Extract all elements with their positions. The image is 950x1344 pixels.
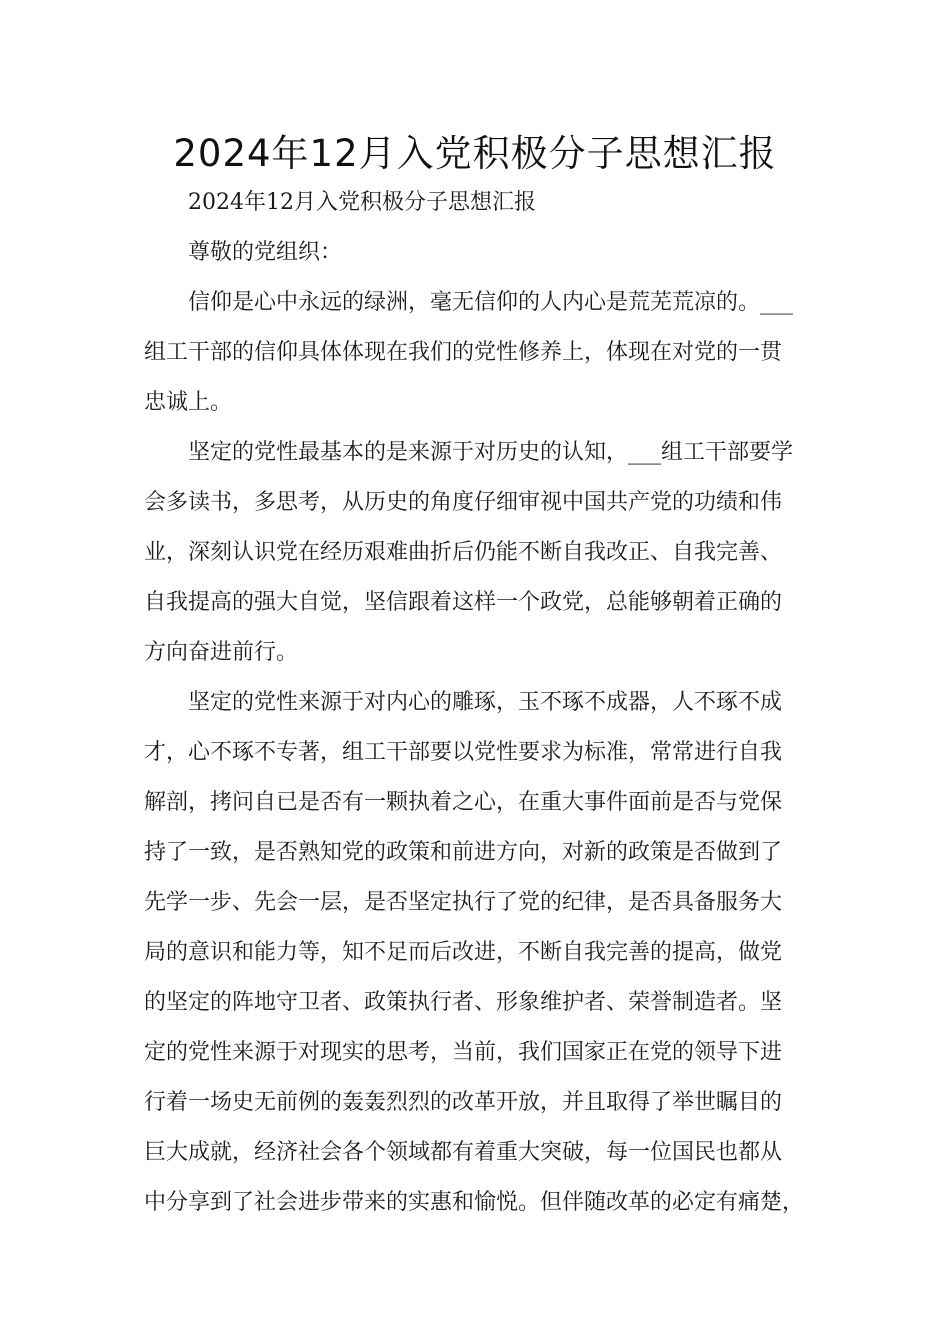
paragraph-line: 会多读书，多思考，从历史的角度仔细审视中国共产党的功绩和伟 bbox=[144, 490, 783, 515]
document-body bbox=[144, 178, 812, 1228]
paragraph-line: 自我提高的强大自觉，坚信跟着这样一个政党，总能够朝着正确的 bbox=[144, 590, 783, 615]
paragraph-line: 业，深刻认识党在经历艰难曲折后仍能不断自我改正、自我完善、 bbox=[144, 540, 783, 565]
paragraph-line: 巨大成就，经济社会各个领域都有着重大突破，每一位国民也都从 bbox=[144, 1140, 783, 1165]
paragraph-line: 方向奋进前行。 bbox=[144, 640, 299, 665]
document-subtitle: 2024年12月入党积极分子思想汇报 bbox=[188, 190, 536, 215]
paragraph-line: 坚定的党性来源于对内心的雕琢，玉不琢不成器，人不琢不成 bbox=[188, 690, 783, 715]
paragraph-line: 行着一场史无前例的轰轰烈烈的改革开放，并且取得了举世瞩目的 bbox=[144, 1090, 783, 1115]
paragraph-line: 才，心不琢不专著，组工干部要以党性要求为标准，常常进行自我 bbox=[144, 740, 783, 765]
paragraph-line: 中分享到了社会进步带来的实惠和愉悦。但伴随改革的必定有痛楚， bbox=[144, 1190, 805, 1215]
paragraph-line: 定的党性来源于对现实的思考，当前，我们国家正在党的领导下进 bbox=[144, 1040, 783, 1065]
paragraph-line: 解剖，拷问自已是否有一颗执着之心，在重大事件面前是否与党保 bbox=[144, 790, 783, 815]
paragraph-line: 信仰是心中永远的绿洲，毫无信仰的人内心是荒芜荒凉的。___ bbox=[188, 290, 794, 315]
paragraph-line: 忠诚上。 bbox=[144, 390, 233, 415]
paragraph-line: 局的意识和能力等，知不足而后改进，不断自我完善的提高，做党 bbox=[144, 940, 783, 965]
paragraph-1 bbox=[144, 278, 812, 428]
paragraph-2 bbox=[144, 428, 812, 678]
paragraph-line: 持了一致，是否熟知党的政策和前进方向，对新的政策是否做到了 bbox=[144, 840, 783, 865]
paragraph-line: 组工干部的信仰具体体现在我们的党性修养上，体现在对党的一贯 bbox=[144, 340, 783, 365]
paragraph-line: 坚定的党性最基本的是来源于对历史的认知，___组工干部要学 bbox=[188, 440, 794, 465]
paragraph-line: 的坚定的阵地守卫者、政策执行者、形象维护者、荣誉制造者。坚 bbox=[144, 990, 783, 1015]
salutation: 尊敬的党组织： bbox=[188, 240, 343, 265]
paragraph-line: 先学一步、先会一层，是否坚定执行了党的纪律，是否具备服务大 bbox=[144, 890, 783, 915]
document-title: 2024年12月入党积极分子思想汇报 bbox=[173, 132, 777, 175]
paragraph-3 bbox=[144, 678, 812, 1228]
